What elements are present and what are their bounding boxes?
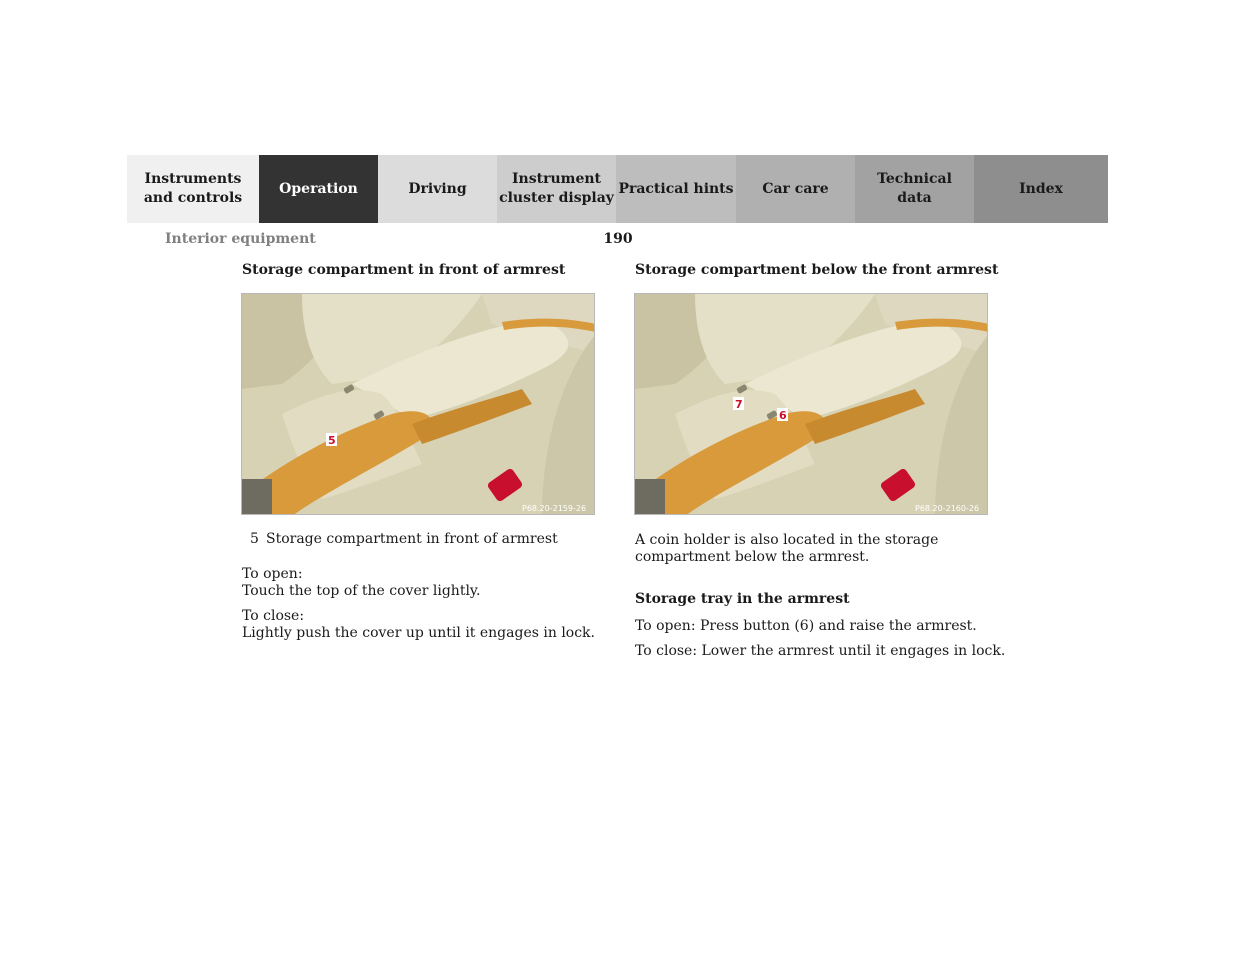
figure-code-right: P68.20-2160-26 xyxy=(915,504,980,513)
page-number: 190 xyxy=(603,231,633,247)
callout-5: 5 xyxy=(328,434,336,447)
close-label: To close: xyxy=(242,608,305,624)
tab-car-care[interactable]: Car care xyxy=(736,155,855,223)
tab-instruments-and-controls[interactable]: Instruments and controls xyxy=(127,155,259,223)
figure-code-left: P68.20-2159-26 xyxy=(522,504,587,513)
close-instruction: Lightly push the cover up until it engages in lock. xyxy=(242,625,595,641)
open-label: To open: xyxy=(242,566,303,582)
tab-technical-data[interactable]: Technical data xyxy=(855,155,974,223)
figure-armrest-below xyxy=(634,293,988,515)
tab-driving[interactable]: Driving xyxy=(378,155,497,223)
callout-7: 7 xyxy=(735,398,743,411)
tab-index[interactable]: Index xyxy=(974,155,1108,223)
coin-holder-note: A coin holder is also located in the storage compartment below the armrest. xyxy=(635,532,939,565)
legend-text: Storage compartment in front of armrest xyxy=(266,531,558,547)
left-heading: Storage compartment in front of armrest xyxy=(242,262,566,278)
figure-armrest-front xyxy=(241,293,595,515)
armrest-illustration-right xyxy=(635,294,988,515)
tab-practical-hints[interactable]: Practical hints xyxy=(616,155,736,223)
chapter-nav xyxy=(127,155,1108,223)
legend-number: 5 xyxy=(250,531,259,547)
tray-heading: Storage tray in the armrest xyxy=(635,591,850,607)
tray-open-instruction: To open: Press button (6) and raise the armrest. xyxy=(635,618,977,634)
tab-operation[interactable]: Operation xyxy=(259,155,378,223)
armrest-illustration-left xyxy=(242,294,595,515)
tab-instrument-cluster-display[interactable]: Instrument cluster display xyxy=(497,155,616,223)
right-heading: Storage compartment below the front armrest xyxy=(635,262,999,278)
tray-close-instruction: To close: Lower the armrest until it engages in lock. xyxy=(635,643,1006,659)
callout-6: 6 xyxy=(779,409,787,422)
section-title: Interior equipment xyxy=(165,231,316,247)
open-instruction: Touch the top of the cover lightly. xyxy=(242,583,481,599)
